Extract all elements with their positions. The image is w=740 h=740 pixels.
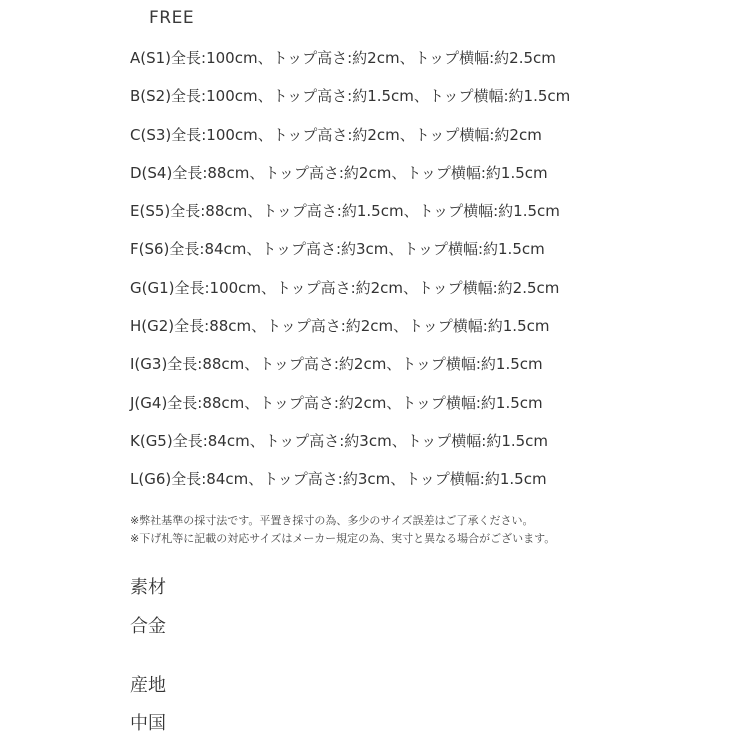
size-item-e: E(S5)全長:88cm、トップ高さ:約1.5cm、トップ横幅:約1.5cm xyxy=(130,202,560,221)
size-item-g: G(G1)全長:100cm、トップ高さ:約2cm、トップ横幅:約2.5cm xyxy=(130,278,560,297)
size-item-d: D(S4)全長:88cm、トップ高さ:約2cm、トップ横幅:約1.5cm xyxy=(130,163,548,182)
size-item-a: A(S1)全長:100cm、トップ高さ:約2cm、トップ横幅:約2.5cm xyxy=(130,49,556,67)
size-item-c: C(S3)全長:100cm、トップ高さ:約2cm、トップ横幅:約2cm xyxy=(130,125,542,144)
note-measurement: ※弊社基準の採寸法です。平置き採寸の為、多少のサイズ誤差はご了承ください。 xyxy=(130,514,534,527)
note-tag-size: ※下げ札等に記載の対応サイズはメーカー規定の為、実寸と異なる場合がございます。 xyxy=(130,532,556,545)
origin-label: 産地 xyxy=(130,675,166,696)
size-item-l: L(G6)全長:84cm、トップ高さ:約3cm、トップ横幅:約1.5cm xyxy=(130,470,547,489)
size-item-h: H(G2)全長:88cm、トップ高さ:約2cm、トップ横幅:約1.5cm xyxy=(130,317,550,336)
origin-value: 中国 xyxy=(130,713,166,734)
size-item-b: B(S2)全長:100cm、トップ高さ:約1.5cm、トップ横幅:約1.5cm xyxy=(130,87,571,106)
measurement-notes xyxy=(130,512,555,548)
size-heading: FREE xyxy=(149,8,195,28)
size-item-i: I(G3)全長:88cm、トップ高さ:約2cm、トップ横幅:約1.5cm xyxy=(130,355,543,374)
size-item-f: F(S6)全長:84cm、トップ高さ:約3cm、トップ横幅:約1.5cm xyxy=(130,240,545,259)
size-item-j: J(G4)全長:88cm、トップ高さ:約2cm、トップ横幅:約1.5cm xyxy=(130,393,543,412)
size-list xyxy=(130,47,570,507)
material-label: 素材 xyxy=(130,577,166,598)
size-item-k: K(G5)全長:84cm、トップ高さ:約3cm、トップ横幅:約1.5cm xyxy=(130,431,549,450)
material-value: 合金 xyxy=(130,616,166,637)
